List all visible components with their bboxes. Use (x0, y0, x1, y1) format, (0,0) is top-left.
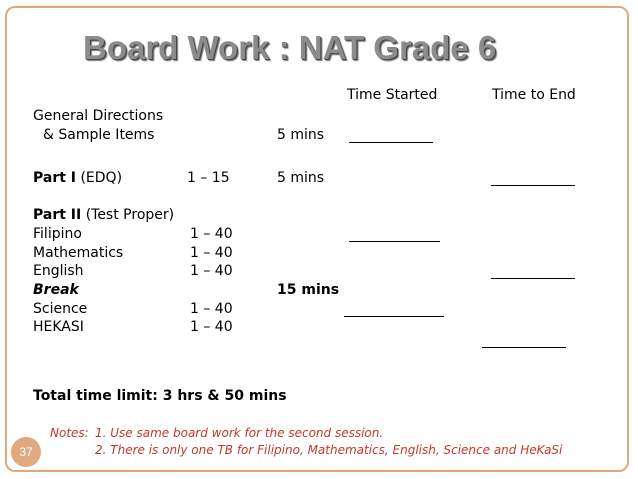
note-2: 2. There is only one TB for Filipino, Mathematics, English, Science and HeKaSi (95, 443, 563, 457)
science-start-blank (344, 316, 444, 317)
part1-row (33, 170, 122, 187)
subject-name: HEKASI (33, 319, 84, 335)
part1-time: 5 mins (277, 170, 325, 186)
subject-items: 1 – 40 (190, 301, 233, 317)
part1-desc: (EDQ) (80, 170, 123, 186)
subject-items: 1 – 40 (190, 263, 233, 279)
part1-end-blank (491, 185, 575, 186)
subject-name: English (33, 263, 84, 279)
page-number: 37 (19, 445, 33, 459)
general-time: 5 mins (277, 127, 325, 143)
hekasi-end-blank (482, 347, 566, 348)
sample-items-label: & Sample Items (43, 127, 155, 143)
header-time-to-end: Time to End (492, 87, 576, 103)
subject-items: 1 – 40 (190, 319, 233, 335)
break-label: Break (33, 282, 79, 298)
notes-prefix: Notes: (50, 426, 89, 440)
subject-name: Science (33, 301, 88, 317)
note-1: 1. Use same board work for the second session. (95, 426, 384, 440)
general-start-blank (349, 142, 433, 143)
part1-items: 1 – 15 (187, 170, 230, 186)
total-time-limit: Total time limit: 3 hrs & 50 mins (33, 388, 287, 404)
subject-items: 1 – 40 (190, 226, 233, 242)
break-time: 15 mins (277, 282, 340, 298)
slide-title: Board Work : NAT Grade 6 (83, 29, 497, 66)
subject-name: Mathematics (33, 245, 124, 261)
part2-row (33, 207, 174, 224)
part2-desc: (Test Proper) (85, 207, 175, 223)
page-number-badge (11, 437, 41, 467)
header-time-started: Time Started (347, 87, 438, 103)
part2-label: Part II (33, 207, 82, 223)
subject-items: 1 – 40 (190, 245, 233, 261)
general-directions-label: General Directions (33, 108, 164, 124)
subject-name: Filipino (33, 226, 82, 242)
english-end-blank (491, 278, 575, 279)
part1-label: Part I (33, 170, 77, 186)
filipino-start-blank (349, 241, 440, 242)
